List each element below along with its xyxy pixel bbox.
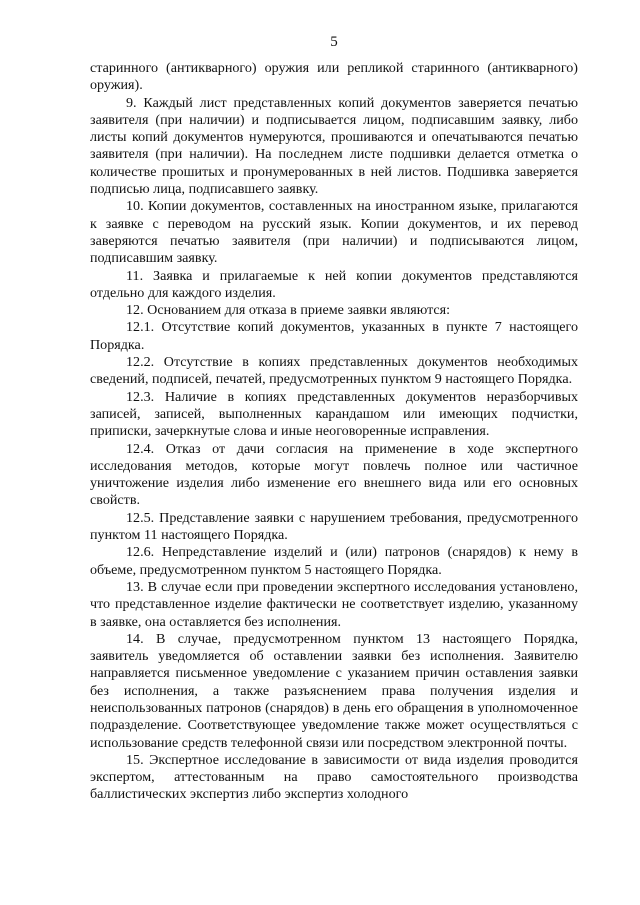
paragraph-12-3: 12.3. Наличие в копиях представленных документов неразборчивых записей, записей, выполненных карандашом или имеющих подчистки, приписки, зачеркнутые слова и иные неоговоренные исправления. bbox=[90, 388, 578, 440]
document-page bbox=[90, 32, 578, 804]
page-number: 5 bbox=[330, 34, 338, 50]
paragraph-9: 9. Каждый лист представленных копий документов заверяется печатью заявителя (при наличии) и подписывается лицом, подписавшим заявку, либо листы копий документов нумеруются, прошиваются и опечатываются печатью заявителя (при наличии). На последнем листе подшивки делается отметка о количестве прошитых и пронумерованных в ней листов. Подшивка заверяется подписью лица, подписавшего заявку. bbox=[90, 94, 578, 198]
paragraph-12-4: 12.4. Отказ от дачи согласия на применение в ходе экспертного исследования методов, которые могут повлечь полное или частичное уничтожение изделия либо изменение его внешнего вида или его основных свойств. bbox=[90, 440, 578, 509]
paragraph-12: 12. Основанием для отказа в приеме заявки являются: bbox=[126, 302, 451, 319]
paragraph-15: 15. Экспертное исследование в зависимости от вида изделия проводится экспертом, аттестованным на право самостоятельного производства баллистических экспертиз либо экспертиз холодного bbox=[90, 751, 578, 803]
paragraph-14: 14. В случае, предусмотренном пунктом 13 настоящего Порядка, заявитель уведомляется об оставлении заявки без исполнения. Заявителю направляется письменное уведомление с указанием причин оставления заявки без исполнения, а также разъяснением права получения изделия и неиспользованных патронов (снарядов) в день его обращения в уполномоченное подразделение. Соответствующее уведомление также может осуществляться с использование средств телефонной связи или посредством электронной почты. bbox=[90, 630, 578, 751]
paragraph-12-1: 12.1. Отсутствие копий документов, указанных в пункте 7 настоящего Порядка. bbox=[90, 319, 578, 353]
paragraph-12-6: 12.6. Непредставление изделий и (или) патронов (снарядов) к нему в объеме, предусмотренном пунктом 5 настоящего Порядка. bbox=[90, 544, 578, 578]
paragraph-12-5: 12.5. Представление заявки с нарушением требования, предусмотренного пунктом 11 настоящего Порядка. bbox=[90, 509, 578, 544]
paragraph-10: 10. Копии документов, составленных на иностранном языке, прилагаются к заявке с переводом на русский язык. Копии документов, и их перевод заверяются печатью заявителя (при наличии) и подписываются лицом, подписавшим заявку. bbox=[90, 198, 578, 267]
paragraph-continuation: старинного (антикварного) оружия или репликой старинного (антикварного) оружия). bbox=[90, 60, 578, 94]
paragraph-12-2: 12.2. Отсутствие в копиях представленных документов необходимых сведений, подписей, печатей, предусмотренных пунктом 9 настоящего Порядка. bbox=[90, 354, 578, 388]
paragraph-13: 13. В случае если при проведении экспертного исследования установлено, что представленное изделие фактически не соответствует изделию, указанному в заявке, она оставляется без исполнения. bbox=[90, 578, 578, 630]
paragraph-11: 11. Заявка и прилагаемые к ней копии документов представляются отдельно для каждого изделия. bbox=[90, 267, 578, 301]
